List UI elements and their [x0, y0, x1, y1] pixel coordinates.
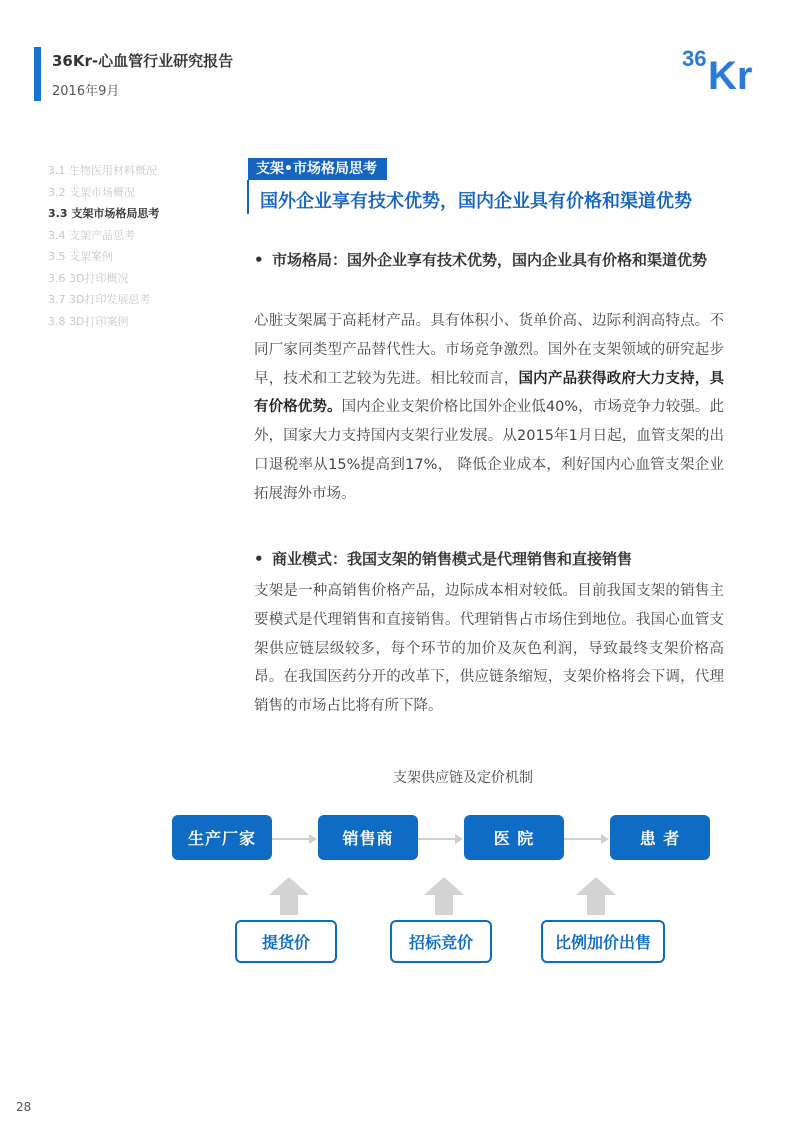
section-tag: 支架•市场格局思考 [248, 158, 387, 180]
toc-item[interactable]: 3.5 支架案例 [48, 250, 113, 263]
bullet-title: 商业模式：我国支架的销售模式是代理销售和直接销售 [272, 550, 633, 568]
toc-sidebar [48, 160, 159, 332]
toc-item[interactable]: 3.8 3D打印案例 [48, 314, 129, 328]
paragraph-market-structure [254, 307, 724, 509]
arrow-up-icon [424, 877, 464, 915]
paragraph-business-model: 支架是一种高销售价格产品，边际成本相对较低。目前我国支架的销售主要模式是代理销售和直接销售。代理销售占市场住到地位。我国心血管支架供应链层级较多，每个环节的加价及灰色利润，导致最终支架价格高昂。在我国医药分开的改革下，供应链条缩短，支架价格将会下调，代理销售的市场占比将有所下降。 [254, 583, 724, 715]
arrow-up-icon [269, 877, 309, 915]
connector-line [564, 838, 602, 840]
para-text: 国内企业支架价格比国外企业低40%，市场竞争力较强。此外，国家大力支持国内支架行业发展。从2015年1月日起，血管支架的出口退税率从15%提高到17%， 降低企业成本，利好国内心血管支架企业拓展海外市场。 [254, 399, 725, 502]
diagram-title: 支架供应链及定价机制 [393, 770, 533, 786]
chain-box-distributor: 销售商 [318, 815, 418, 860]
chain-box-manufacturer: 生产厂家 [172, 815, 272, 860]
bullet-title: 市场格局：国外企业享有技术优势，国内企业具有价格和渠道优势 [272, 251, 708, 269]
para-bold-text: 国内产品获得政府大力支持，具有价格优势。 [254, 370, 724, 416]
connector-line [272, 838, 310, 840]
pricing-box-pickup-price: 提货价 [235, 920, 337, 963]
arrow-right-icon [455, 834, 463, 844]
bullet-dot-icon: • [254, 550, 264, 568]
report-title: 36Kr-心血管行业研究报告 [52, 52, 234, 70]
toc-item[interactable]: 3.7 3D打印发展思考 [48, 293, 151, 306]
chain-box-patient: 患 者 [610, 815, 710, 860]
toc-item-active[interactable]: 3.3 支架市场格局思考 [48, 207, 160, 220]
para-text: 心脏支架属于高耗材产品。具有体积小、货单价高、边际利润高特点。不同厂家同类型产品替代性大。市场竞争激烈。国外在支架领域的研究起步早，技术和工艺较为先进。相比较而言， [254, 313, 724, 387]
arrow-right-icon [601, 834, 609, 844]
36kr-logo [682, 44, 766, 92]
header-accent-bar [34, 47, 41, 101]
section-accent-line [247, 180, 249, 214]
connector-line [418, 838, 456, 840]
pricing-box-bidding: 招标竞价 [390, 920, 492, 963]
bullet-dot-icon: • [254, 251, 264, 269]
toc-item[interactable]: 3.6 3D打印概况 [48, 271, 129, 285]
report-date: 2016年9月 [52, 84, 120, 99]
chain-box-hospital: 医 院 [464, 815, 564, 860]
arrow-up-icon [576, 877, 616, 915]
toc-item[interactable]: 3.1 生物医用材料概况 [48, 164, 157, 177]
toc-item[interactable]: 3.4 支架产品思考 [48, 228, 135, 242]
arrow-right-icon [309, 834, 317, 844]
logo-36: 36 [682, 46, 707, 71]
page-number: 28 [16, 1100, 32, 1114]
pricing-box-markup-sale: 比例加价出售 [541, 920, 665, 963]
toc-item[interactable]: 3.2 支架市场概况 [48, 185, 135, 199]
section-headline: 国外企业享有技术优势，国内企业具有价格和渠道优势 [260, 191, 692, 212]
logo-kr: Kr [708, 54, 753, 92]
